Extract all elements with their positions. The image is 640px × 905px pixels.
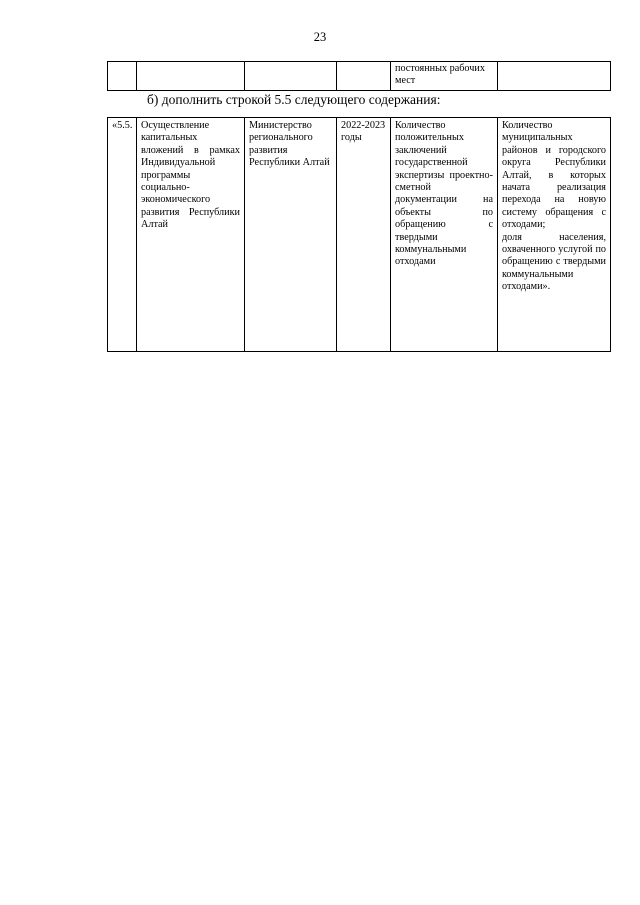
page-number: 23 bbox=[313, 30, 327, 44]
indicator-cell-2 bbox=[498, 118, 611, 352]
row-number: «5.5. bbox=[108, 118, 137, 352]
table-cell bbox=[337, 62, 391, 91]
measure-cell: Осуществление капитальных вложений в рамках Индивидуальной программы социально-экономического развития Республики Алтай bbox=[137, 118, 245, 352]
table-cell bbox=[498, 62, 611, 91]
period-cell: 2022-2023 годы bbox=[337, 118, 391, 352]
table-cell bbox=[245, 62, 337, 91]
table-row bbox=[108, 62, 611, 91]
intro-text: б) дополнить строкой 5.5 следующего содержания: bbox=[147, 92, 441, 107]
indicator-cell-1: Количество положительных заключений государственной экспертизы проектно-сметной документации на объекты по обращению с твердыми коммунальными отходами bbox=[391, 118, 498, 352]
executor-cell: Министерство регионального развития Республики Алтай bbox=[245, 118, 337, 352]
indicator-text-a: Количество муниципальных районов и городского округа Республики Алтай, в которых начата реализация перехода на новую систему обращения с отходами; bbox=[502, 120, 606, 231]
table-fragment-top bbox=[107, 61, 611, 91]
table-row bbox=[108, 118, 611, 352]
table-cell-indicator: постоянных рабочих мест bbox=[391, 62, 498, 91]
indicator-text-b: доля населения, охваченного услугой по обращению с твердыми коммунальными отходами». bbox=[502, 231, 606, 293]
table-cell bbox=[108, 62, 137, 91]
table-cell bbox=[137, 62, 245, 91]
table-row-5-5 bbox=[107, 117, 611, 352]
